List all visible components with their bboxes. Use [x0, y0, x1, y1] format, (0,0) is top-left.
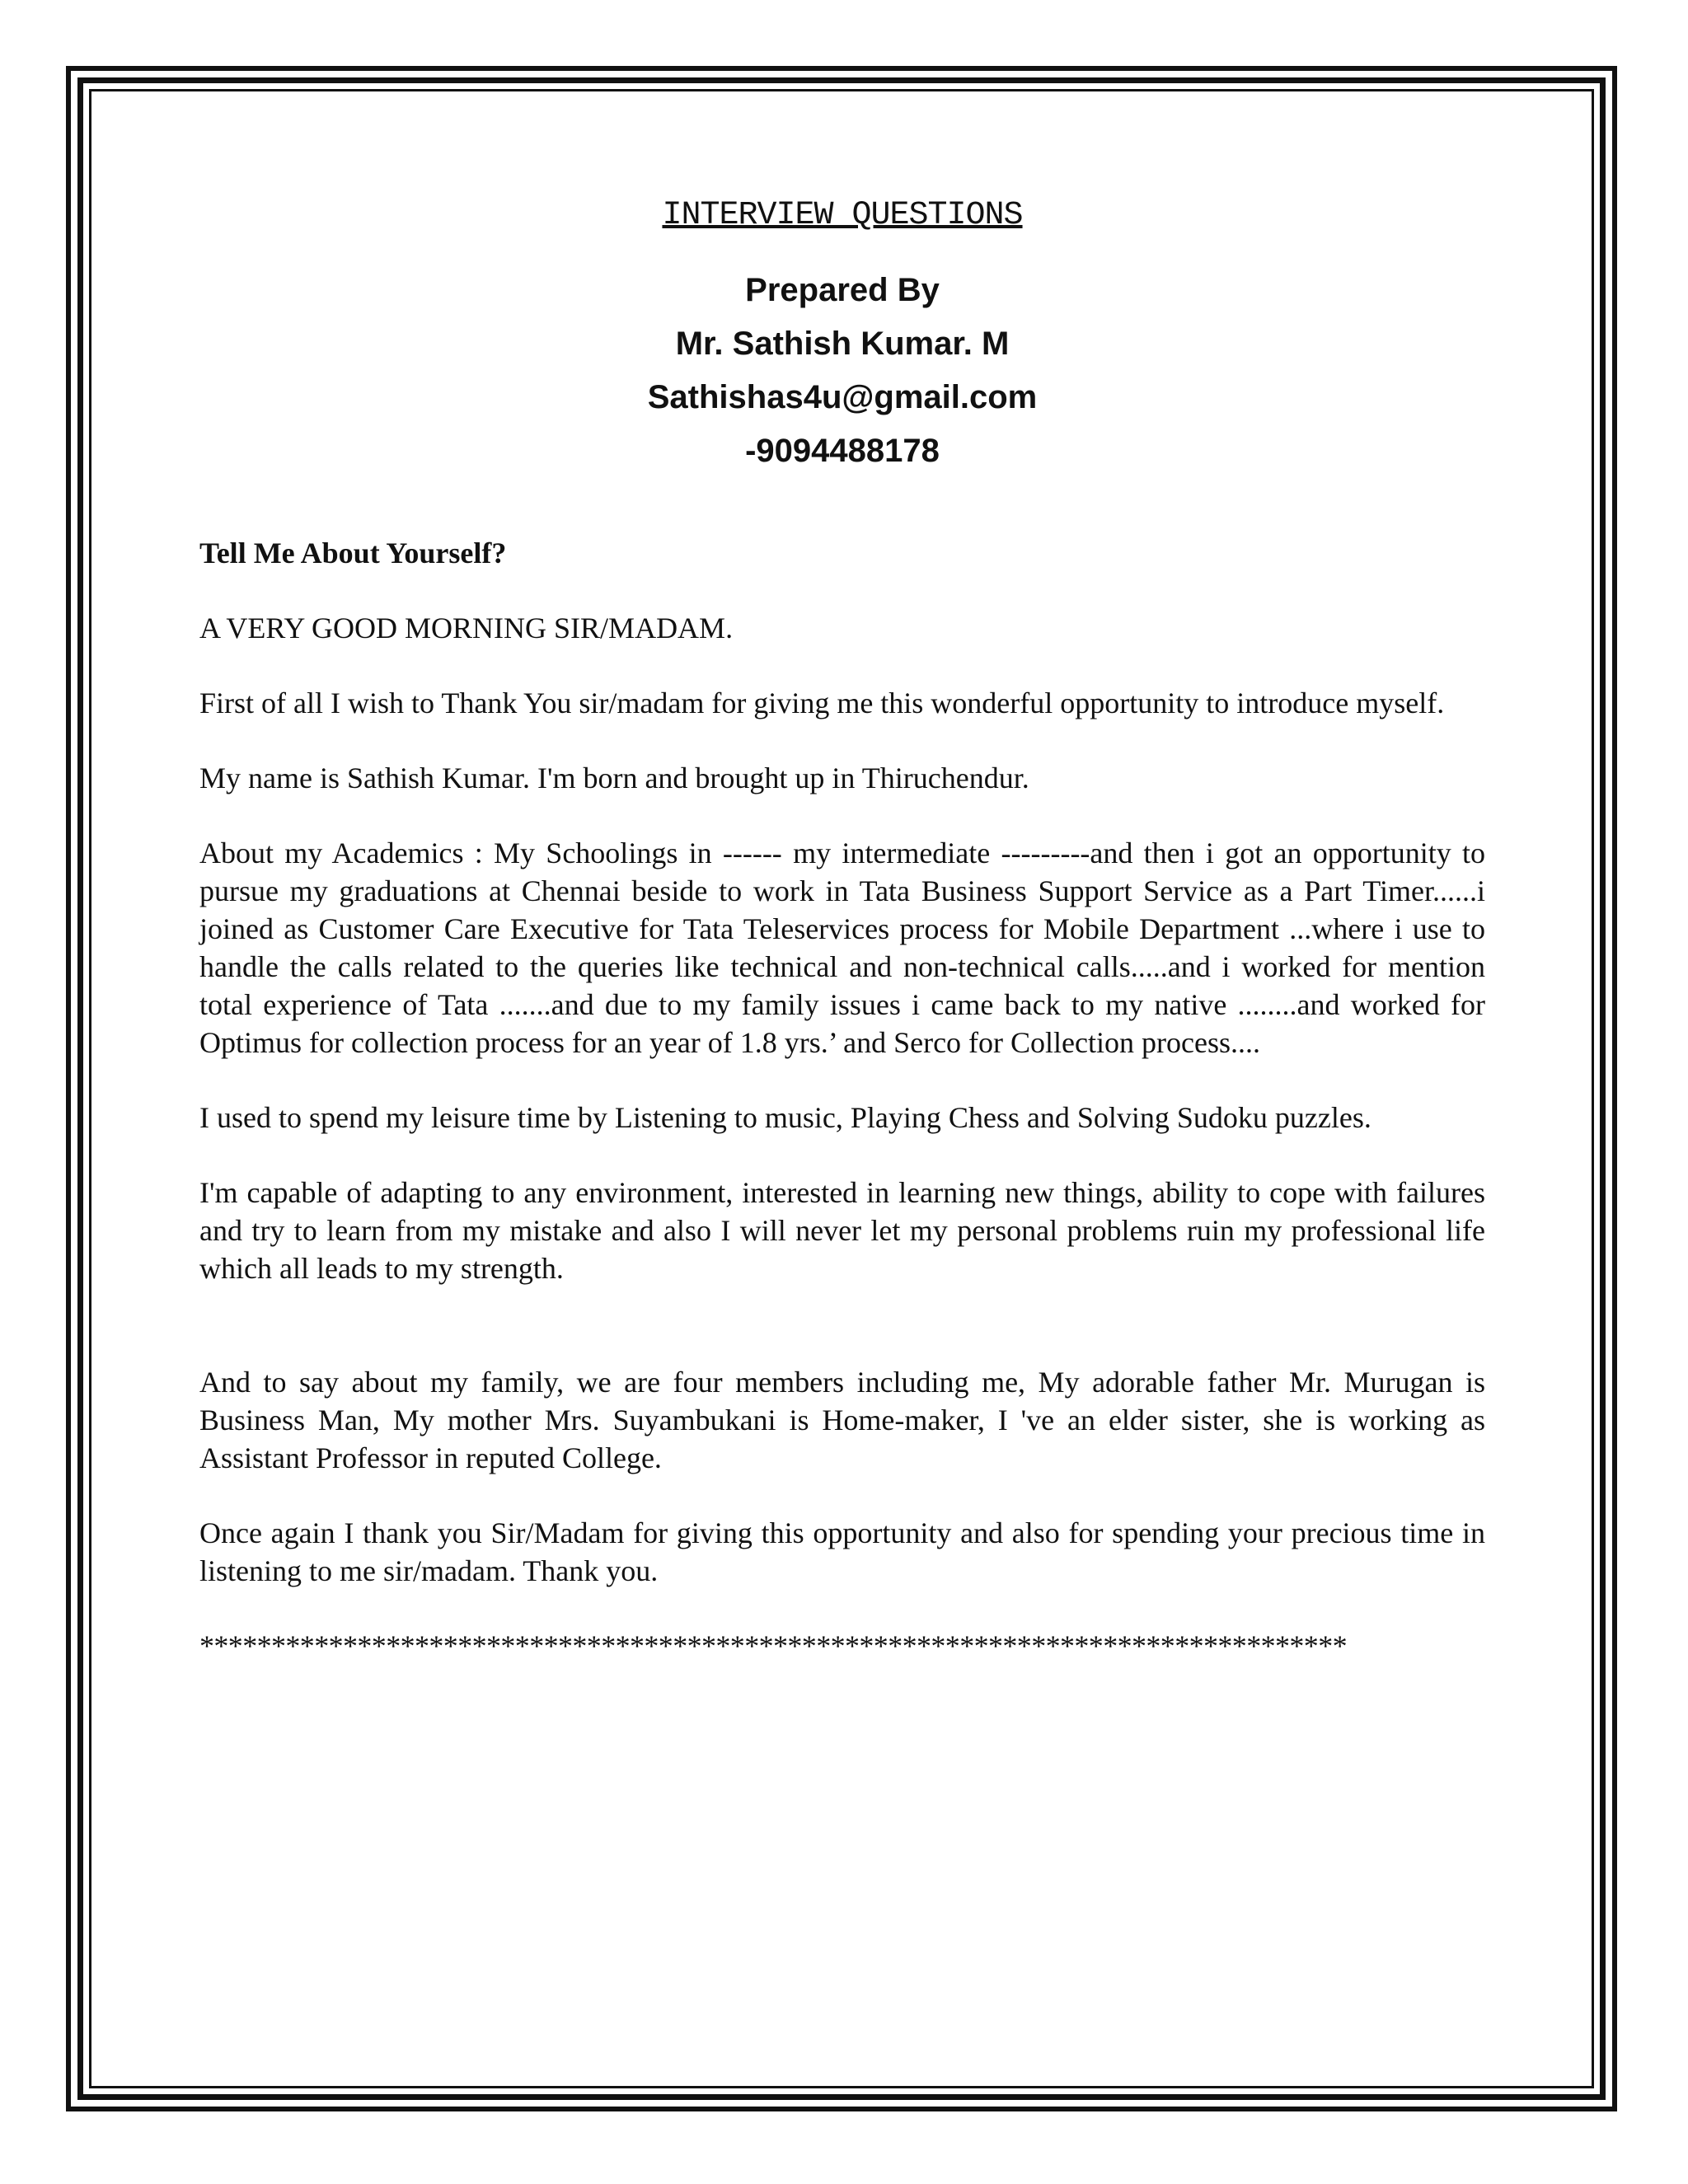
paragraph-name: My name is Sathish Kumar. I'm born and brought up in Thiruchendur.	[199, 762, 1029, 794]
author-email: Sathishas4u@gmail.com	[647, 379, 1038, 415]
paragraph-closing: Once again I thank you Sir/Madam for giving this opportunity and also for spending your precious time in listening to me sir/madam. Thank you.	[199, 1516, 1485, 1587]
document-title: INTERVIEW QUESTIONS	[662, 197, 1023, 234]
prepared-by-label: Prepared By	[745, 272, 940, 308]
author-phone: -9094488178	[745, 433, 940, 469]
author-name: Mr. Sathish Kumar. M	[675, 326, 1010, 362]
paragraph-greeting: A VERY GOOD MORNING SIR/MADAM.	[199, 612, 734, 644]
author-header	[199, 264, 1485, 478]
paragraph-family: And to say about my family, we are four members including me, My adorable father Mr. Murugan is Business Man, My mother Mrs. Suyambukani is Home-maker, I 've an elder sister, she is working as Assistant Professor in reputed College.	[199, 1366, 1485, 1474]
paragraph-academics: About my Academics : My Schoolings in ------ my intermediate ---------and then i got an opportunity to pursue my graduations at Chennai beside to work in Tata Business Support Service as a Part Timer......i joined as Customer Care Executive for Tata Teleservices process for Mobile Department ...where i use to handle the calls related to the queries like technical and non-technical calls.....and i worked for mention total experience of Tata .......and due to my family issues i came back to my native ........and worked for Optimus for collection process for an year of 1.8 yrs.’ and Serco for Collection process....	[199, 837, 1485, 1059]
separator-stars: ********************************************************************************	[199, 1629, 1348, 1662]
paragraph-hobbies: I used to spend my leisure time by Listening to music, Playing Chess and Solving Sudoku puzzles.	[199, 1101, 1372, 1134]
document-body	[199, 196, 1485, 1665]
paragraph-thanks: First of all I wish to Thank You sir/madam for giving me this wonderful opportunity to introduce myself.	[199, 687, 1445, 719]
question-heading: Tell Me About Yourself?	[199, 537, 507, 569]
paragraph-strengths: I'm capable of adapting to any environment, interested in learning new things, ability to cope with failures and try to learn from my mistake and also I will never let my personal problems ruin my professional life which all leads to my strength.	[199, 1176, 1485, 1285]
